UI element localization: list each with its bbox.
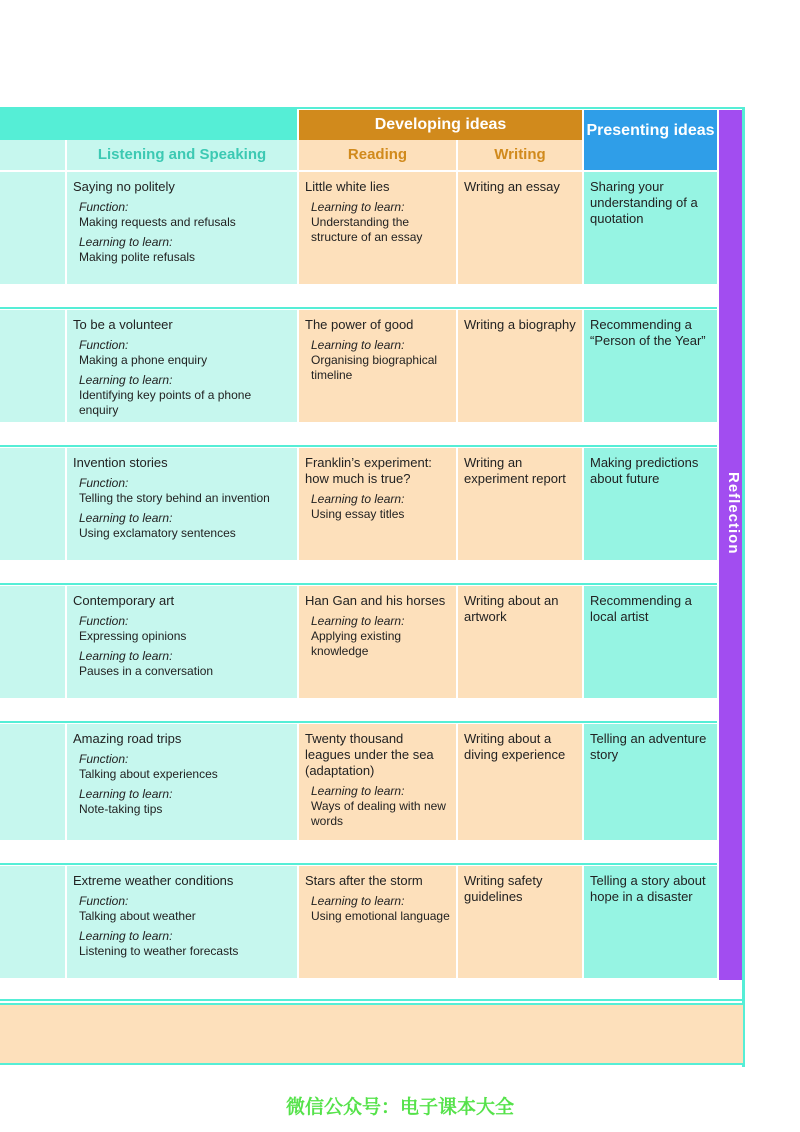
- presenting-ideas-header: Presenting ideas: [584, 110, 717, 170]
- header-left-sub: [0, 140, 65, 170]
- function-value: Talking about weather: [79, 909, 196, 923]
- row-left-stub: [0, 172, 65, 284]
- function-label: Function:: [79, 200, 129, 214]
- function-value: Talking about experiences: [79, 767, 218, 781]
- writing-task: Writing a biography: [464, 317, 576, 332]
- presenting-task: Telling an adventure story: [590, 731, 707, 762]
- watermark-text: 微信公众号：电子课本大全: [285, 1097, 514, 1118]
- ls-topic: Amazing road trips: [73, 731, 182, 746]
- reading-header: Reading: [299, 140, 456, 170]
- learning-value: Note-taking tips: [79, 802, 163, 816]
- writing-cell: [458, 448, 582, 560]
- learning-label: Learning to learn:: [311, 338, 405, 352]
- row-divider: [0, 583, 717, 585]
- learning-value: Making polite refusals: [79, 250, 196, 264]
- listening-speaking-cell: [67, 172, 297, 284]
- learning-value: Pauses in a conversation: [79, 664, 214, 678]
- row-left-stub: [0, 310, 65, 422]
- writing-cell: [458, 724, 582, 840]
- listening-speaking-cell: [67, 448, 297, 560]
- presenting-cell: [584, 448, 717, 560]
- function-value: Making requests and refusals: [79, 215, 236, 229]
- presenting-task: Making predictions about future: [590, 455, 699, 486]
- reading-title: Franklin’s experiment: how much is true?: [305, 455, 432, 486]
- listening-speaking-header: Listening and Speaking: [67, 140, 297, 170]
- reading-cell: [299, 866, 456, 978]
- learning-value: Using exclamatory sentences: [79, 526, 236, 540]
- learning-value: Using emotional language: [311, 909, 450, 923]
- writing-task: Writing safety guidelines: [464, 873, 543, 904]
- function-label: Function:: [79, 894, 129, 908]
- ls-topic: Invention stories: [73, 455, 168, 470]
- learning-value: Listening to weather forecasts: [79, 944, 239, 958]
- developing-ideas-header: Developing ideas: [299, 110, 582, 140]
- row-divider: [0, 863, 717, 865]
- presenting-task: Recommending a local artist: [590, 593, 692, 624]
- writing-cell: [458, 310, 582, 422]
- ls-topic: Extreme weather conditions: [73, 873, 234, 888]
- header-left-band: [0, 108, 297, 140]
- frame-top-line: [0, 107, 745, 109]
- function-label: Function:: [79, 476, 129, 490]
- presenting-cell: [584, 172, 717, 284]
- row-left-stub: [0, 866, 65, 978]
- row-left-stub: [0, 586, 65, 698]
- presenting-cell: [584, 724, 717, 840]
- row-divider: [0, 445, 717, 447]
- footer-box: [0, 1003, 745, 1065]
- reflection-label: Reflection: [725, 472, 742, 555]
- reading-title: Twenty thousand leagues under the sea (adaptation): [305, 731, 434, 778]
- learning-label: Learning to learn:: [79, 373, 173, 387]
- function-label: Function:: [79, 752, 129, 766]
- function-value: Making a phone enquiry: [79, 353, 208, 367]
- reading-cell: [299, 310, 456, 422]
- presenting-cell: [584, 586, 717, 698]
- function-value: Expressing opinions: [79, 629, 187, 643]
- frame-right-line: [742, 107, 745, 1067]
- function-label: Function:: [79, 338, 129, 352]
- bottom-line: [0, 999, 745, 1001]
- learning-label: Learning to learn:: [311, 492, 405, 506]
- writing-task: Writing about an artwork: [464, 593, 559, 624]
- row-left-stub: [0, 448, 65, 560]
- writing-cell: [458, 866, 582, 978]
- ls-topic: Saying no politely: [73, 179, 175, 194]
- learning-value: Organising biographical timeline: [311, 353, 438, 382]
- ls-topic: Contemporary art: [73, 593, 175, 608]
- function-label: Function:: [79, 614, 129, 628]
- reading-cell: [299, 724, 456, 840]
- presenting-cell: [584, 310, 717, 422]
- reading-title: Stars after the storm: [305, 873, 423, 888]
- reading-cell: [299, 172, 456, 284]
- learning-label: Learning to learn:: [311, 784, 405, 798]
- presenting-task: Sharing your understanding of a quotation: [590, 179, 698, 226]
- reading-cell: [299, 586, 456, 698]
- learning-label: Learning to learn:: [311, 200, 405, 214]
- learning-value: Identifying key points of a phone enquiry: [79, 388, 252, 417]
- reading-title: Little white lies: [305, 179, 390, 194]
- listening-speaking-cell: [67, 310, 297, 422]
- learning-label: Learning to learn:: [79, 649, 173, 663]
- listening-speaking-cell: [67, 866, 297, 978]
- reading-cell: [299, 448, 456, 560]
- learning-label: Learning to learn:: [311, 614, 405, 628]
- function-value: Telling the story behind an invention: [79, 491, 270, 505]
- row-divider: [0, 307, 717, 309]
- learning-label: Learning to learn:: [79, 787, 173, 801]
- learning-label: Learning to learn:: [311, 894, 405, 908]
- learning-label: Learning to learn:: [79, 929, 173, 943]
- listening-speaking-cell: [67, 724, 297, 840]
- learning-label: Learning to learn:: [79, 511, 173, 525]
- learning-value: Applying existing knowledge: [311, 629, 402, 658]
- writing-task: Writing an essay: [464, 179, 560, 194]
- writing-cell: [458, 586, 582, 698]
- presenting-task: Recommending a “Person of the Year”: [590, 317, 706, 348]
- presenting-task: Telling a story about hope in a disaster: [590, 873, 706, 904]
- listening-speaking-cell: [67, 586, 297, 698]
- row-divider: [0, 721, 717, 723]
- learning-value: Using essay titles: [311, 507, 405, 521]
- writing-cell: [458, 172, 582, 284]
- reading-title: Han Gan and his horses: [305, 593, 446, 608]
- writing-task: Writing an experiment report: [464, 455, 566, 486]
- reading-title: The power of good: [305, 317, 414, 332]
- writing-task: Writing about a diving experience: [464, 731, 566, 762]
- writing-header: Writing: [458, 140, 582, 170]
- row-left-stub: [0, 724, 65, 840]
- learning-value: Understanding the structure of an essay: [311, 215, 423, 244]
- learning-label: Learning to learn:: [79, 235, 173, 249]
- presenting-cell: [584, 866, 717, 978]
- ls-topic: To be a volunteer: [73, 317, 173, 332]
- learning-value: Ways of dealing with new words: [311, 799, 446, 828]
